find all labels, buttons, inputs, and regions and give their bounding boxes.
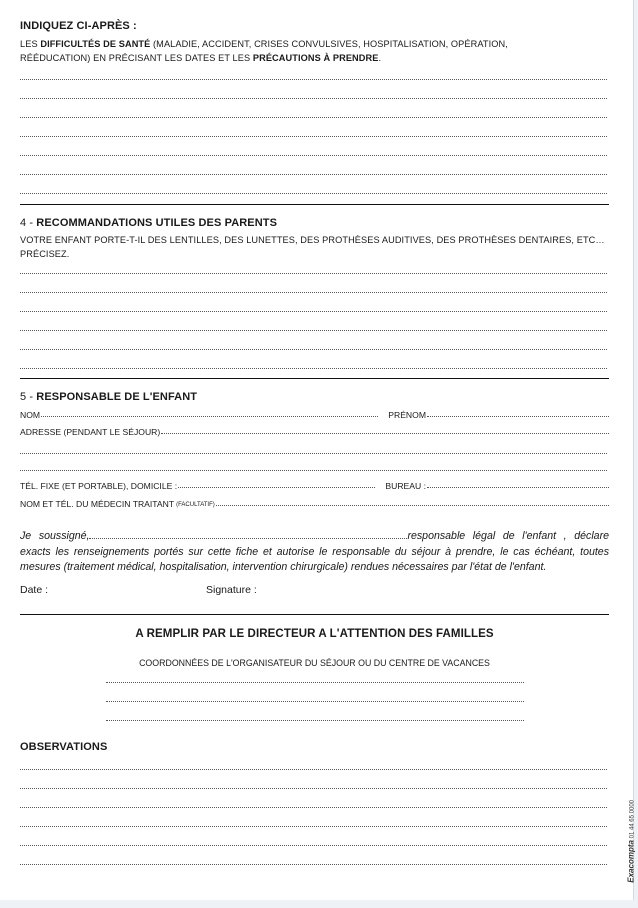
write-line[interactable] [20, 137, 607, 156]
section-3-title: INDIQUEZ CI-APRÈS : [20, 20, 137, 32]
write-line[interactable] [20, 808, 607, 827]
adresse-label: ADRESSE (PENDANT LE SÉJOUR) [20, 427, 161, 437]
write-line[interactable] [20, 770, 607, 789]
date-label: Date : [20, 583, 49, 596]
tel-label: TÉL. FIXE (ET PORTABLE), DOMICILE : [20, 481, 178, 491]
publisher-code: 01 44 65 0000 [630, 800, 636, 839]
section-4-instructions: VOTRE ENFANT PORTE-T-IL DES LENTILLES, DES LUNETTES, DES PROTHÈSES AUDITIVES, DES PROTHÈSES DENTAIRES, ETC… PRÉCISEZ. [20, 235, 605, 259]
date-signature-row [20, 584, 609, 596]
medecin-label: NOM ET TÉL. DU MÉDECIN TRAITANT [20, 499, 175, 509]
write-line[interactable] [20, 99, 607, 118]
write-line[interactable] [20, 827, 607, 846]
write-line[interactable] [20, 350, 607, 369]
write-line[interactable] [20, 312, 607, 331]
observations-title: OBSERVATIONS [20, 740, 108, 753]
prenom-field[interactable] [427, 416, 609, 417]
facultatif-label: (FACULTATIF) [176, 502, 215, 508]
section-divider [20, 614, 609, 615]
write-line[interactable] [106, 683, 524, 702]
write-line[interactable] [20, 274, 607, 293]
tel-bureau-row [20, 471, 609, 491]
section-divider [20, 378, 609, 379]
soussigne-field[interactable] [89, 538, 407, 539]
director-title: A REMPLIR PAR LE DIRECTEUR A L'ATTENTION DES FAMILLES [135, 627, 494, 640]
signature-label: Signature : [206, 583, 257, 596]
adresse-row [20, 420, 609, 437]
adresse-line-2[interactable] [20, 437, 607, 454]
section-divider [20, 204, 609, 205]
adresse-field[interactable] [161, 433, 609, 434]
tel-field[interactable] [178, 487, 375, 488]
observations-lines[interactable] [20, 751, 609, 865]
prenom-label: PRÉNOM [388, 410, 426, 420]
publisher-mark [627, 800, 636, 883]
medecin-row [20, 491, 609, 509]
adresse-line-3[interactable] [20, 454, 607, 471]
write-line[interactable] [20, 293, 607, 312]
write-line[interactable] [20, 789, 607, 808]
nom-field[interactable] [41, 416, 378, 417]
organizer-lines[interactable] [106, 664, 526, 721]
write-line[interactable] [20, 80, 607, 99]
nom-label: NOM [20, 410, 41, 420]
section-3-instructions: LES DIFFICULTÉS DE SANTÉ (MALADIE, ACCIDENT, CRISES CONVULSIVES, HOSPITALISATION, OPÉRATION, RÉÉDUCATION) EN PRÉCISANT LES DATES ET LES PRÉCAUTIONS À PRENDRE. [20, 39, 508, 63]
nom-prenom-row [20, 403, 609, 420]
section-4-title: 4 - RECOMMANDATIONS UTILES DES PARENTS [20, 217, 278, 229]
publisher-logo: Exacompta [627, 840, 636, 883]
write-line[interactable] [20, 175, 607, 194]
write-line[interactable] [20, 118, 607, 137]
recommendations-lines[interactable] [20, 255, 609, 369]
health-difficulties-lines[interactable] [20, 61, 609, 194]
bureau-field[interactable] [427, 487, 609, 488]
write-line[interactable] [20, 331, 607, 350]
write-line[interactable] [106, 702, 524, 721]
bureau-label: BUREAU : [385, 481, 426, 491]
medecin-field[interactable] [216, 505, 609, 506]
write-line[interactable] [20, 751, 607, 770]
director-subtitle: COORDONNÉES DE L'ORGANISATEUR DU SÉJOUR OU DU CENTRE DE VACANCES [139, 657, 490, 668]
declaration-text: Je soussigné, responsable légal de l'enfant , déclare exacts les renseignements portés sur cette fiche et autorise le responsable du séjour à prendre, le cas échéant, toutes mesures (traitement médical, hospitalisation, intervention chirurgicale) rendues nécessaires par l'état de l'enfant. [20, 530, 609, 573]
section-5-title: 5 - RESPONSABLE DE L'ENFANT [20, 391, 198, 403]
write-line[interactable] [20, 156, 607, 175]
write-line[interactable] [20, 255, 607, 274]
write-line[interactable] [20, 846, 607, 865]
